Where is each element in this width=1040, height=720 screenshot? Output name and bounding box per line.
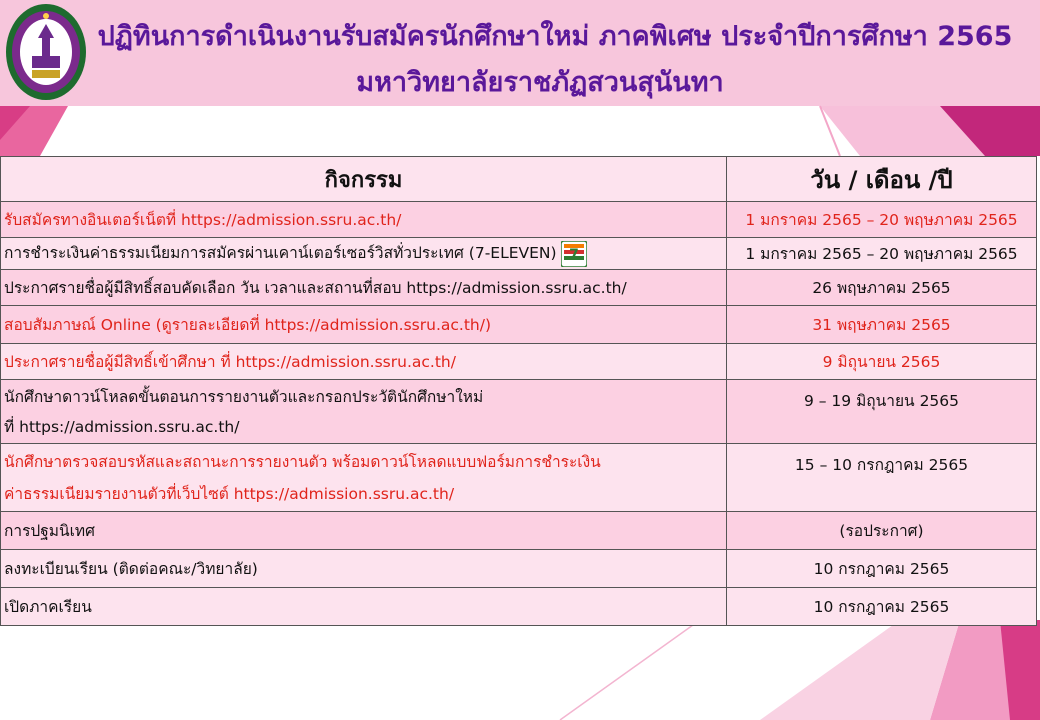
activity-line: ที่ https://admission.ssru.ac.th/: [4, 417, 240, 436]
activity-line: นักศึกษาดาวน์โหลดขั้นตอนการรายงานตัวและกรอกประวัตินักศึกษาใหม่: [4, 387, 484, 406]
date-cell: 9 – 19 มิถุนายน 2565: [727, 380, 1037, 444]
activity-cell: การปฐมนิเทศ: [1, 512, 727, 550]
activity-cell: [1, 444, 727, 512]
schedule-table: [0, 156, 1037, 626]
page-title: ปฏิทินการดำเนินงานรับสมัครนักศึกษาใหม่ ภาคพิเศษ ประจำปีการศึกษา 2565: [97, 21, 1013, 52]
date-cell: 10 กรกฎาคม 2565: [727, 588, 1037, 626]
activity-line: นักศึกษาตรวจสอบรหัสและสถานะการรายงานตัว พร้อมดาวน์โหลดแบบฟอร์มการชำระเงิน: [4, 452, 601, 471]
activity-line: ค่าธรรมเนียมรายงานตัวที่เว็บไซต์ https://admission.ssru.ac.th/: [4, 484, 455, 503]
date-cell: 26 พฤษภาคม 2565: [727, 270, 1037, 306]
column-header-activity: กิจกรรม: [1, 157, 727, 202]
table-row: [1, 588, 1037, 626]
date-cell: 15 – 10 กรกฎาคม 2565: [727, 444, 1037, 512]
date-cell: 31 พฤษภาคม 2565: [727, 306, 1037, 344]
date-cell: 10 กรกฎาคม 2565: [727, 550, 1037, 588]
date-cell: 9 มิถุนายน 2565: [727, 344, 1037, 380]
activity-cell: ประกาศรายชื่อผู้มีสิทธิ์สอบคัดเลือก วัน เวลาและสถานที่สอบ https://admission.ssru.ac.th/: [1, 270, 727, 306]
date-cell: 1 มกราคม 2565 – 20 พฤษภาคม 2565: [727, 202, 1037, 238]
table-row: [1, 444, 1037, 512]
table-row: [1, 270, 1037, 306]
header-banner: [0, 0, 1040, 106]
date-cell: (รอประกาศ): [727, 512, 1037, 550]
date-cell: 1 มกราคม 2565 – 20 พฤษภาคม 2565: [727, 238, 1037, 270]
activity-cell: สอบสัมภาษณ์ Online (ดูรายละเอียดที่ https://admission.ssru.ac.th/): [1, 306, 727, 344]
svg-text:7: 7: [568, 246, 579, 263]
activity-cell: [1, 380, 727, 444]
table-row: [1, 550, 1037, 588]
table-row: [1, 344, 1037, 380]
table-row: [1, 306, 1037, 344]
table-row: [1, 202, 1037, 238]
activity-cell: [1, 238, 727, 270]
table-row: [1, 238, 1037, 270]
activity-cell: รับสมัครทางอินเตอร์เน็ตที่ https://admission.ssru.ac.th/: [1, 202, 727, 238]
activity-cell: ประกาศรายชื่อผู้มีสิทธิ์เข้าศึกษา ที่ https://admission.ssru.ac.th/: [1, 344, 727, 380]
table-row: [1, 380, 1037, 444]
activity-cell: ลงทะเบียนเรียน (ติดต่อคณะ/วิทยาลัย): [1, 550, 727, 588]
table-row: [1, 512, 1037, 550]
page-subtitle: มหาวิทยาลัยราชภัฏสวนสุนันทา: [356, 67, 724, 98]
seven-eleven-logo-icon: [561, 241, 587, 267]
column-header-date: วัน / เดือน /ปี: [727, 157, 1037, 202]
table-header-row: [1, 157, 1037, 202]
activity-text: การชำระเงินค่าธรรมเนียมการสมัครผ่านเคาน์เตอร์เซอร์วิสทั่วประเทศ (7-ELEVEN): [4, 244, 557, 263]
activity-cell: เปิดภาคเรียน: [1, 588, 727, 626]
